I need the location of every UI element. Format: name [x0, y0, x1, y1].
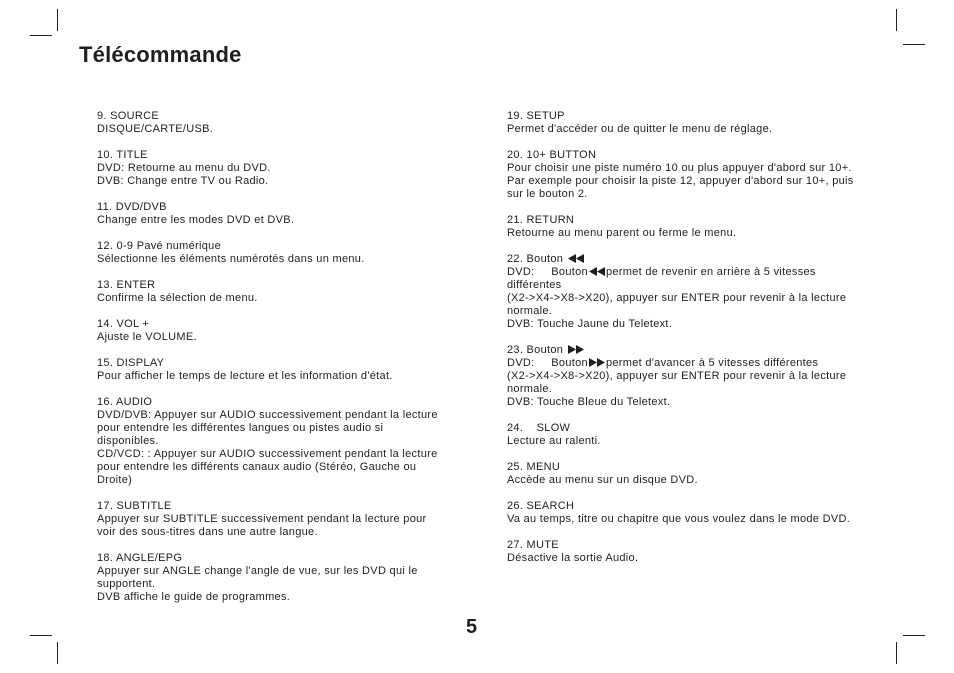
crop-mark [30, 35, 52, 36]
entry-heading: 25. MENU [507, 461, 561, 473]
entry-line: différentes [507, 279, 562, 291]
dvd-word: Bouton [551, 357, 588, 369]
entry-heading: 14. VOL + [97, 318, 150, 330]
entry-heading: 10. TITLE [97, 149, 148, 161]
entry-setup [507, 110, 875, 136]
fast-forward-icon [568, 345, 584, 354]
entry-line: DVB affiche le guide de programmes. [97, 591, 291, 603]
dvd-word: Bouton [551, 266, 588, 278]
entry-heading: 26. SEARCH [507, 500, 575, 512]
crop-mark [903, 44, 925, 45]
entry-heading: 19. SETUP [507, 110, 565, 122]
entry-line: Droite) [97, 474, 133, 486]
fast-forward-icon [589, 358, 605, 367]
entry-heading: 9. SOURCE [97, 110, 159, 122]
entry-return [507, 214, 875, 240]
entry-line: Sélectionne les éléments numérotés dans un menu. [97, 253, 365, 265]
entry-line: Accède au menu sur un disque DVD. [507, 474, 698, 486]
rewind-icon [568, 254, 584, 263]
entry-line: Ajuste le VOLUME. [97, 331, 197, 343]
entry-line [507, 266, 875, 279]
entry-source [97, 110, 462, 136]
page-title: Télécommande [79, 42, 242, 67]
entry-line: DVB: Touche Bleue du Teletext. [507, 396, 671, 408]
entry-heading: 17. SUBTITLE [97, 500, 172, 512]
entry-line: Appuyer sur ANGLE change l'angle de vue, sur les DVD qui le [97, 565, 418, 577]
entry-subtitle [97, 500, 462, 539]
right-column [507, 110, 875, 578]
dvd-after-icon: permet de revenir en arrière à 5 vitesses [605, 266, 816, 278]
heading-text: 23. Bouton [507, 344, 564, 356]
entry-line: Pour choisir une piste numéro 10 ou plus appuyer d'abord sur 10+. [507, 162, 852, 174]
entry-line: Par exemple pour choisir la piste 12, appuyer d'abord sur 10+, puis [507, 175, 854, 187]
page-number: 5 [466, 616, 478, 638]
entry-heading [507, 253, 875, 266]
entry-line: DVD/DVB: Appuyer sur AUDIO successivement pendant la lecture [97, 409, 438, 421]
entry-line: Confirme la sélection de menu. [97, 292, 258, 304]
entry-heading: 16. AUDIO [97, 396, 153, 408]
entry-heading: 12. 0-9 Pavé numérique [97, 240, 222, 252]
entry-ten-plus [507, 149, 875, 201]
entry-slow [507, 422, 875, 448]
entry-heading: 13. ENTER [97, 279, 156, 291]
entry-menu [507, 461, 875, 487]
crop-mark [30, 635, 52, 636]
entry-audio [97, 396, 462, 487]
entry-line: Retourne au menu parent ou ferme le menu. [507, 227, 737, 239]
entry-vol [97, 318, 462, 344]
entry-heading [507, 344, 875, 357]
entry-heading: 18. ANGLE/EPG [97, 552, 183, 564]
entry-line: Désactive la sortie Audio. [507, 552, 639, 564]
entry-rewind [507, 253, 875, 331]
entry-enter [97, 279, 462, 305]
heading-number: 24. [507, 422, 524, 434]
crop-mark [896, 9, 897, 31]
entry-line: supportent. [97, 578, 156, 590]
heading-text: 22. Bouton [507, 253, 564, 265]
crop-mark [57, 9, 58, 31]
entry-line [507, 357, 875, 370]
entry-line: Pour afficher le temps de lecture et les information d'état. [97, 370, 393, 382]
entry-line: (X2->X4->X8->X20), appuyer sur ENTER pour revenir à la lecture [507, 292, 847, 304]
entry-dvd-dvb [97, 201, 462, 227]
entry-line: Permet d'accéder ou de quitter le menu de réglage. [507, 123, 773, 135]
entry-line: DVB: Touche Jaune du Teletext. [507, 318, 673, 330]
heading-word: SLOW [536, 422, 571, 434]
entry-mute [507, 539, 875, 565]
entry-line: Appuyer sur SUBTITLE successivement pendant la lecture pour [97, 513, 427, 525]
entry-line: DVD: Retourne au menu du DVD. [97, 162, 271, 174]
entry-line: normale. [507, 383, 553, 395]
entry-line: CD/VCD: : Appuyer sur AUDIO successivement pendant la lecture [97, 448, 438, 460]
dvd-prefix: DVD: [507, 357, 535, 369]
entry-heading: 27. MUTE [507, 539, 559, 551]
entry-heading: 20. 10+ BUTTON [507, 149, 597, 161]
left-column [97, 110, 462, 617]
crop-mark [896, 642, 897, 664]
entry-title [97, 149, 462, 188]
entry-line: pour entendre les différentes langues ou pistes audio si [97, 422, 384, 434]
entry-search [507, 500, 875, 526]
entry-display [97, 357, 462, 383]
entry-line: DISQUE/CARTE/USB. [97, 123, 214, 135]
entry-line: disponibles. [97, 435, 159, 447]
entry-heading [507, 422, 875, 435]
entry-line: normale. [507, 305, 553, 317]
entry-forward [507, 344, 875, 409]
entry-line: Change entre les modes DVD et DVB. [97, 214, 295, 226]
entry-line: sur le bouton 2. [507, 188, 588, 200]
entry-heading: 11. DVD/DVB [97, 201, 167, 213]
entry-line: voir des sous-titres dans une autre langue. [97, 526, 318, 538]
entry-line: Lecture au ralenti. [507, 435, 601, 447]
entry-heading: 21. RETURN [507, 214, 575, 226]
crop-mark [903, 635, 925, 636]
entry-line: Va au temps, titre ou chapitre que vous voulez dans le mode DVD. [507, 513, 851, 525]
entry-line: DVB: Change entre TV ou Radio. [97, 175, 269, 187]
crop-mark [57, 642, 58, 664]
dvd-after-icon: permet d'avancer à 5 vitesses différentes [605, 357, 819, 369]
entry-line: pour entendre les différents canaux audio (Stéréo, Gauche ou [97, 461, 417, 473]
dvd-prefix: DVD: [507, 266, 535, 278]
entry-line: (X2->X4->X8->X20), appuyer sur ENTER pour revenir à la lecture [507, 370, 847, 382]
rewind-icon [589, 267, 605, 276]
entry-numpad [97, 240, 462, 266]
entry-heading: 15. DISPLAY [97, 357, 165, 369]
entry-angle-epg [97, 552, 462, 604]
